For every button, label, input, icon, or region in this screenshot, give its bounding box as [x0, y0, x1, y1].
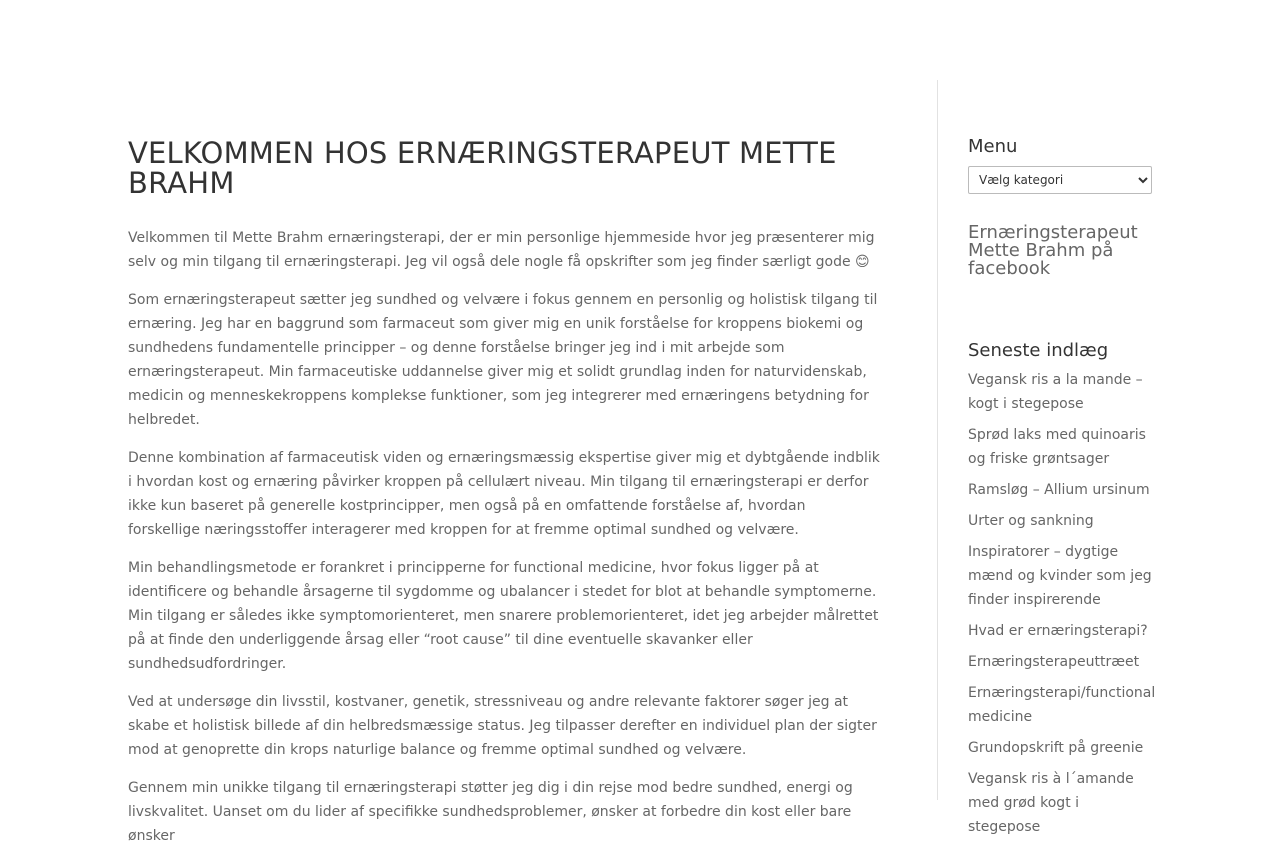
recent-post-link[interactable]: Ernæringsterapeuttræet	[968, 654, 1140, 670]
recent-post-link[interactable]: Vegansk ris à l´amande med grød kogt i stegepose	[968, 771, 1134, 835]
recent-posts-list	[968, 368, 1156, 839]
menu-widget-title: Menu	[968, 136, 1018, 157]
support-paragraph: Gennem min unikke tilgang til ernæringsterapi støtter jeg dig i din rejse mod bedre sundhed, energi og livskvalitet. Uanset om du lider af specifikke sundhedsproblemer, ønsker at forbedre din kost eller bare ønsker	[128, 780, 853, 844]
sidebar-divider	[937, 80, 938, 800]
approach-paragraph: Denne kombination af farmaceutisk viden og ernæringsmæssig ekspertise giver mig et dybtgående indblik i hvordan kost og ernæring påvirker kroppen på cellulært niveau. Min tilgang til ernæringsterapi er derfor ikke kun baseret på generelle kostprincipper, men også på en omfattende forståelse af, hvordan forskellige næringsstoffer interagerer med kroppen for at fremme optimal sundhed og velvære.	[128, 450, 880, 538]
recent-post-link[interactable]: Sprød laks med quinoaris og friske grøntsager	[968, 427, 1146, 467]
recent-post-link[interactable]: Ernæringsterapi/functional medicine	[968, 685, 1156, 725]
recent-post-link[interactable]: Ramsløg – Allium ursinum	[968, 482, 1150, 498]
assessment-paragraph: Ved at undersøge din livsstil, kostvaner, genetik, stressniveau og andre relevante faktorer søger jeg at skabe et holistisk billede af din helbredsmæssige status. Jeg tilpasser derefter en individuel plan der sigter mod at genoprette din krops naturlige balance og fremme optimal sundhed og velvære.	[128, 694, 877, 758]
facebook-widget-title: Ernæringsterapeut Mette Brahm på facebook	[968, 222, 1138, 279]
recent-post-link[interactable]: Inspiratorer – dygtige mænd og kvinder som jeg finder inspirerende	[968, 544, 1152, 608]
recent-posts-title: Seneste indlæg	[968, 340, 1109, 361]
content-container	[128, 80, 1156, 844]
recent-post-link[interactable]: Urter og sankning	[968, 513, 1094, 529]
page-title: VELKOMMEN HOS ERNÆRINGSTERAPEUT METTE BRAHM	[128, 136, 837, 200]
recent-post-link[interactable]: Hvad er ernæringsterapi?	[968, 623, 1148, 639]
recent-post-link[interactable]: Vegansk ris a la mande – kogt i stegepose	[968, 372, 1143, 412]
background-paragraph: Som ernæringsterapeut sætter jeg sundhed og velvære i fokus gennem en personlig og holistisk tilgang til ernæring. Jeg har en baggrund som farmaceut som giver mig en unik forståelse for kroppens biokemi og sundhedens fundamentelle principper – og denne forståelse bringer jeg ind i mit arbejde som ernæringsterapeut. Min farmaceutiske uddannelse giver mig et solidt grundlag inden for naturvidenskab, medicin og menneskekroppens komplekse funktioner, som jeg integrerer med ernæringens betydning for helbredet.	[128, 292, 878, 428]
recent-post-link[interactable]: Grundopskrift på greenie	[968, 740, 1144, 756]
category-select[interactable]	[968, 166, 1152, 194]
main-content	[128, 138, 880, 862]
intro-paragraph: Velkommen til Mette Brahm ernæringsterapi, der er min personlige hjemmeside hvor jeg præsenterer mig selv og min tilgang til ernæringsterapi. Jeg vil også dele nogle få opskrifter som jeg finder særligt gode 😊	[128, 230, 875, 270]
method-paragraph: Min behandlingsmetode er forankret i principperne for functional medicine, hvor fokus ligger på at identificere og behandle årsagerne til sygdomme og ubalancer i stedet for blot at behandle symptomerne. Min tilgang er således ikke symptomorienteret, men snarere problemorienteret, idet jeg arbejder målrettet på at finde den underliggende årsag eller “root cause” til dine eventuelle skavanker eller sundhedsudfordringer.	[128, 560, 879, 672]
sidebar	[968, 134, 1156, 846]
